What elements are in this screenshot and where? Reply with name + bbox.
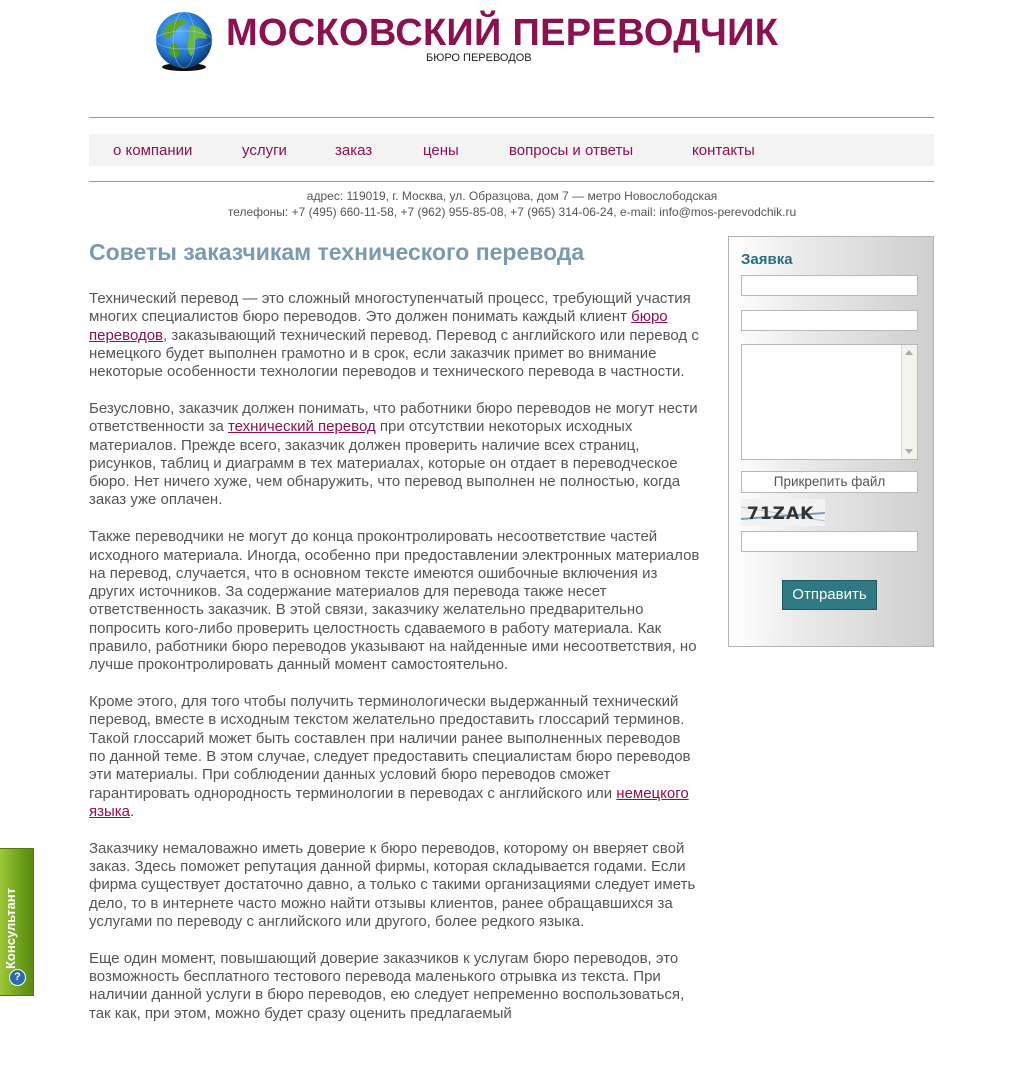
message-textarea[interactable] [741, 344, 918, 460]
address-line: адрес: 119019, г. Москва, ул. Образцова, дом 7 — метро Новослободская [306, 189, 718, 203]
paragraph-4 [89, 693, 701, 821]
captcha-input[interactable] [741, 531, 918, 552]
contact-field[interactable] [741, 310, 918, 331]
name-field[interactable] [741, 275, 918, 296]
site-subtitle: БЮРО ПЕРЕВОДОВ [426, 52, 532, 64]
paragraph-text: Безусловно, заказчик должен понимать, что работники бюро переводов не могут нести ответственности за [89, 399, 698, 436]
attach-file-button[interactable]: Прикрепить файл [741, 471, 918, 493]
link-german-language[interactable]: немецкого языка [89, 784, 689, 820]
nav-item-faq[interactable]: вопросы и ответы [509, 142, 634, 159]
consultant-label: Консультант [3, 888, 18, 969]
scroll-up-icon[interactable] [905, 350, 913, 355]
paragraph-6: Еще один момент, повышающий доверие заказчиков к услугам бюро переводов, это возможность бесплатного тестового перевода маленького отрывка из текста. При наличии данной услуги в бюро переводов, ею следует непременно воспользоваться, так как, при этом, можно будет сразу оценить предлагаемый [89, 949, 685, 1022]
help-icon: ? [9, 969, 26, 986]
submit-button[interactable]: Отправить [782, 580, 877, 610]
consultant-tab[interactable] [0, 848, 34, 996]
order-form [728, 236, 934, 647]
nav-item-order[interactable]: заказ [335, 142, 373, 159]
paragraph-text: . [130, 802, 135, 820]
textarea-scrollbar[interactable] [901, 345, 917, 459]
paragraph-text: при отсутствии некоторых исходных материалов. Прежде всего, заказчик должен проверить наличие всех страниц, рисунков, таблиц и диаграмм в тех материалах, которые он отдает в переводческое бюро. Нет ничего хуже, чем обнаружить, что перевод выполнен не полностью, когда заказ уже оплачен. [89, 418, 681, 509]
globe-icon[interactable] [153, 10, 215, 72]
paragraph-3: Также переводчики не могут до конца проконтролировать несоответствие частей исходного материала. Иногда, особенно при предоставлении электронных материалов на перевод, случается, что в основном тексте имеются ошибочные включения из других источников. За содержание материалов для перевода также несет ответственность заказчик. В этой связи, заказчику желательно предварительно попросить кого-либо проверить целостность сдаваемого в работу материала. Как правило, работники бюро переводов указывают на найденные ими несоответствия, но лучше проконтролировать данный момент самостоятельно. [89, 528, 700, 674]
nav-item-contacts[interactable]: контакты [692, 142, 755, 159]
main-nav [89, 134, 934, 166]
paragraph-5: Заказчику немаловажно иметь доверие к бюро переводов, которому он вверяет свой заказ. Здесь поможет репутация данной фирмы, которая складывается годами. Если фирма существует достаточно давно, а только с такими организациями следует иметь дело, то в интернете часто можно найти отзывы клиентов, ранее обращавшихся за услугами по переводу с английского или другого, более редкого языка. [89, 839, 696, 930]
contact-info [0, 188, 1024, 220]
divider-bottom [89, 181, 934, 182]
paragraph-text: Технический перевод — это сложный многоступенчатый процесс, требующий участия многих специалистов бюро переводов. Это должен понимать каждый клиент [89, 290, 691, 326]
paragraph-2 [89, 400, 701, 510]
link-technical-translation[interactable]: технический перевод [227, 418, 376, 436]
site-title[interactable]: МОСКОВСКИЙ ПЕРЕВОДЧИК [226, 12, 779, 54]
article [89, 232, 701, 1041]
page-title: Советы заказчикам технического перевода [89, 239, 585, 265]
captcha-image [741, 499, 825, 526]
site-header [0, 0, 1024, 110]
nav-item-services[interactable]: услуги [242, 142, 287, 159]
paragraph-text: Кроме этого, для того чтобы получить терминологически выдержанный технический перевод, вместе в исходным текстом желательно предоставить глоссарий терминов. Такой глоссарий может быть составлен при наличии ранее выполненных переводов по данной теме. В этом случае, следует предоставить специалистам бюро переводов эти материалы. При соблюдении данных условий бюро переводов сможет гарантировать однородность терминологии в переводах с английского или [89, 693, 691, 802]
phones-line: телефоны: +7 (495) 660-11-58, +7 (962) 955-85-08, +7 (965) 314-06-24, e-mail: info@mos-perevodchik.ru [227, 205, 797, 219]
form-title: Заявка [741, 251, 793, 268]
divider-top [89, 117, 934, 118]
nav-item-prices[interactable]: цены [423, 142, 459, 159]
paragraph-text: , заказывающий технический перевод. Перевод с английского или перевод с немецкого будет выполнен грамотно и в срок, если заказчик примет во внимание некоторые особенности технологии переводов и технического перевода в частности. [89, 326, 699, 381]
link-translation-bureau[interactable]: бюро переводов [89, 308, 668, 344]
scroll-down-icon[interactable] [905, 449, 913, 454]
paragraph-1 [89, 290, 701, 381]
captcha-text: 71ZAK [747, 504, 815, 524]
nav-item-about[interactable]: о компании [113, 142, 193, 159]
